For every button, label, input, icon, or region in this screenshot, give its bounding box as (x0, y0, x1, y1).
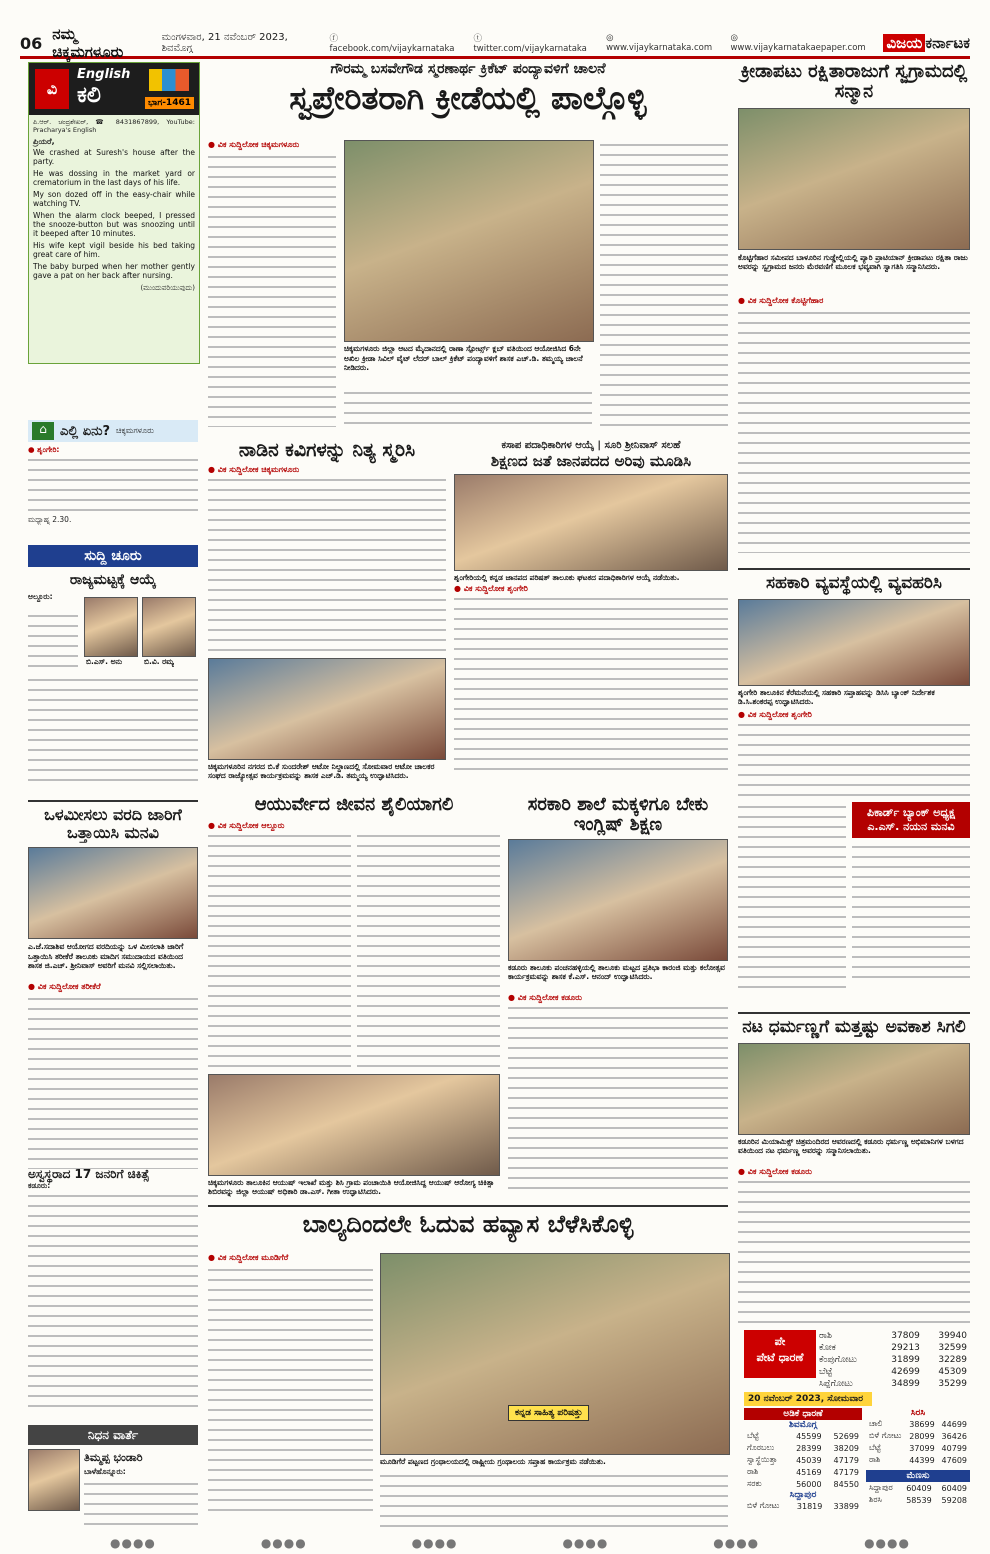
market-row (744, 1500, 862, 1512)
athlete-headline: ಕ್ರೀಡಾಪಟು ರಕ್ಷಿತಾರಾಜುಗೆ ಸ್ವಗ್ರಾಮದಲ್ಲಿ ಸನ್ಮಾನ (740, 61, 968, 102)
market-cell-max: 52699 (833, 1431, 859, 1441)
athlete-name-1: ಬಿ.ಎಸ್. ಅನು (86, 657, 123, 666)
reading-caption: ಮೂಡಿಗೆರೆ ಪಟ್ಟಣದ ಗ್ರಂಥಾಲಯದಲ್ಲಿ ರಾಷ್ಟ್ರೀಯ ಗ್ರಂಥಾಲಯ ಸಪ್ತಾಹ ಕಾರ್ಯಕ್ರಮ ನಡೆಯಿತು. (380, 1457, 606, 1466)
market-cell-name: ಸರಕು (747, 1479, 762, 1488)
market-cell-min: 34899 (891, 1379, 920, 1389)
market-cell-name: ಗೊರಬಲು (747, 1443, 775, 1452)
market-cell-name: ಬಿಳೆ ಗೋಟು (747, 1501, 780, 1510)
ayush-camp-photo (208, 1074, 500, 1176)
reading-byline: ● ವಿಕ ಸುದ್ದಿಲೋಕ ಮೂಡಿಗೆರೆ (208, 1253, 289, 1262)
cricket-photo (344, 140, 594, 342)
coop-story (738, 568, 970, 1008)
obituary-title: ನಿಧನ ವಾರ್ತೆ (28, 1425, 198, 1445)
main-caption: ಚಿಕ್ಕಮಗಳೂರು ಜಿಲ್ಲಾ ಆಟದ ಮೈದಾನದಲ್ಲಿ ರಾಣಾ ಸ್ಪೋರ್ಟ್ಸ್ ಕ್ಲಬ್ ವತಿಯಿಂದ ಆಯೋಜಿಸಿದ 6ನೇ ಅಖಿಲ ಕ್ರೀಡಾ ಸಿವಿಲ್ ವೈಟ್ ಲೆದರ್ ಬಾಲ್ ಕ್ರಿಕೆಟ್ ಪಂದ್ಯಾವಳಿಗೆ ಶಾಸಕ ಎಚ್.ಡಿ. ತಮ್ಮಯ್ಯ ಚಾಲನೆ ನೀಡಿದರು. (344, 344, 583, 372)
main-kicker: ಗೌರಮ್ಮ ಬಸವೇಗೌಡ ಸ್ಮರಣಾರ್ಥ ಕ್ರಿಕೆಟ್ ಪಂದ್ಯಾವಳಿಗೆ ಚಾಲನೆ (330, 61, 606, 77)
elli-enu-place: ಚಿಕ್ಕಮಗಳೂರು (116, 426, 154, 435)
market-cell-max: 32599 (938, 1343, 967, 1353)
market-cell-max: 44699 (941, 1419, 967, 1429)
pepper-table (866, 1482, 970, 1506)
market-cell-min: 31819 (796, 1501, 823, 1511)
coop-photo (738, 599, 970, 686)
main-byline: ● ವಿಕ ಸುದ್ದಿಲೋಕ ಚಿಕ್ಕಮಗಳೂರು (208, 140, 300, 149)
suddi-churu-place: ಆಲ್ದೂರು: (28, 592, 53, 602)
market-cell-max: 45309 (938, 1367, 967, 1377)
twitter-link[interactable]: ⓣ twitter.com/vijaykarnataka (473, 34, 587, 54)
kasapa-caption: ಶೃಂಗೇರಿಯಲ್ಲಿ ಕನ್ನಡ ಜಾನಪದ ಪರಿಷತ್ ತಾಲೂಕು ಘಟಕದ ಪದಾಧಿಕಾರಿಗಳ ಆಯ್ಕೆ ನಡೆಯಿತು. (454, 572, 680, 582)
suddi-churu-headline: ರಾಜ್ಯಮಟ್ಟಕ್ಕೆ ಆಯ್ಕೆ (69, 572, 157, 588)
market-cell-max: 39940 (938, 1331, 967, 1341)
coop-headline: ಸಹಕಾರಿ ವ್ಯವಸ್ಥೆಯಲ್ಲಿ ವ್ಯವಹರಿಸಿ (738, 568, 970, 593)
ayurveda-story (208, 795, 500, 1195)
actor-felicitation-photo (738, 1043, 970, 1135)
english-kali-greeting: ಪ್ರಿಯರೆ, (33, 137, 55, 146)
health-place: ಕಡೂರು: (28, 1181, 51, 1191)
market-cell-max: 32289 (938, 1355, 967, 1365)
market-row (866, 1430, 970, 1442)
market-cell-max: 38209 (833, 1443, 859, 1453)
market-row (866, 1454, 970, 1466)
market-cell-min: 44399 (909, 1455, 935, 1465)
procession-photo (738, 108, 970, 250)
market-row (744, 1454, 862, 1466)
market-cell-name: ರಾಶಿ (819, 1331, 832, 1341)
market-cell-name: ಸ್ವಾಸ್ಥೆಯಿತ್ತಾ (747, 1455, 778, 1464)
market-date: 20 ನವೆಂಬರ್ 2023, ಸೋಮವಾರ (744, 1392, 872, 1406)
adike-label: ಅಡಿಕೆ ಧಾರಣೆ (744, 1408, 862, 1420)
market-row (866, 1494, 970, 1506)
market-row (816, 1342, 970, 1354)
market-cell-name: ಕೋಕ (819, 1343, 836, 1353)
market-cell-name: ಶಿರಸಿ (869, 1495, 882, 1504)
kasapa-kicker: ಕಸಾಪ ಪದಾಧಿಕಾರಿಗಳ ಆಯ್ಕೆ | ಸೂರಿ ಶ್ರೀನಿವಾಸ್ ಸಲಹೆ (501, 440, 681, 451)
obituary-name: ತಿಮ್ಮಪ್ಪ ಭಂಡಾರಿ (84, 1451, 143, 1464)
elli-enu-header (28, 420, 198, 442)
school-caption: ಕಡೂರು ತಾಲೂಕು ಪಂಚನಹಳ್ಳಿಯಲ್ಲಿ ತಾಲೂಕು ಮಟ್ಟದ ಪ್ರತಿಭಾ ಕಾರಂಜಿ ಮತ್ತು ಕಲೋತ್ಸವ ಕಾರ್ಯಕ್ರಮವನ್ನು ಶಾಸಕ ಕೆ.ಎಸ್. ಆನಂದ್ ಉದ್ಘಾಟಿಸಿದರು. (508, 962, 725, 982)
poets-headline: ನಾಡಿನ ಕವಿಗಳನ್ನು ನಿತ್ಯ ಸ್ಮರಿಸಿ (238, 439, 416, 461)
page-number: 06 (20, 33, 43, 53)
facebook-link[interactable]: ⓕ facebook.com/vijaykarnataka (329, 34, 455, 54)
poets-byline: ● ವಿಕ ಸುದ್ದಿಲೋಕ ಚಿಕ್ಕಮಗಳೂರು (208, 464, 300, 474)
market-cell-min: 42699 (891, 1367, 920, 1377)
market-cell-name: ಕೆಂಪುಗೋಟು (819, 1355, 858, 1365)
market-row (744, 1466, 862, 1478)
market-row (866, 1482, 970, 1494)
school-story (508, 795, 728, 1195)
kali-example: He was dossing in the market yard or crematorium in the last days of his life. (33, 169, 195, 187)
actor-caption: ಕಡೂರಿನ ಮಿಯಾಮಿಕ್ಸ್ ಚಿತ್ರಮಂದಿರದ ಆವರಣದಲ್ಲಿ ಕಡೂರು ಧರ್ಮಣ್ಣ ಅಭಿಮಾನಿಗಳ ಬಳಗದ ವತಿಯಿಂದ ನಟ ಧರ್ಮಣ್ಣ ಅವರನ್ನು ಸನ್ಮಾನಿಸಲಾಯಿತು. (738, 1136, 964, 1156)
market-cell-min: 31899 (891, 1355, 920, 1365)
market-cell-name: ಚಾಲಿ (869, 1419, 883, 1428)
market-cell-name: ಬಿಳೆ ಗೋಟು (869, 1431, 902, 1440)
obituary-photo (28, 1449, 80, 1511)
kasapa-group-photo (454, 474, 728, 571)
reservation-photo (28, 847, 198, 939)
market-cell-min: 56000 (796, 1479, 822, 1489)
english-kali-banner (29, 63, 199, 115)
market-cell-min: 58539 (906, 1495, 932, 1505)
kali-example: His wife kept vigil beside his bed taking great care of him. (33, 241, 195, 259)
market-row (744, 1430, 862, 1442)
kali-example: My son dozed off in the easy-chair while watching TV. (33, 190, 195, 208)
masthead-logo: ವಿಜಯ ಕರ್ನಾಟಕ (883, 34, 970, 52)
poets-caption: ಚಿಕ್ಕಮಗಳೂರಿನ ನಗರದ ಬಿ.ಕೆ ಸುಂದರೇಶ್ ಆಟೋ ನಿಲ್ದಾಣದಲ್ಲಿ ಸೋಮವಾರ ಆಟೋ ಚಾಲಕರ ಸಂಘದ ರಾಜ್ಯೋತ್ಸವ ಕಾರ್ಯಕ್ರಮವನ್ನು ಶಾಸಕ ಎಚ್.ಡಿ. ತಮ್ಮಯ್ಯ ಉದ್ಘಾಟಿಸಿದರು. (208, 761, 435, 781)
siddapura-table (744, 1500, 862, 1512)
health-headline: ಅಸ್ವಸ್ಥರಾದ 17 ಜನರಿಗೆ ಚಿಕಿತ್ಸೆ (28, 1167, 150, 1181)
library-banner: ಕನ್ನಡ ಸಾಹಿತ್ಯ ಪರಿಷತ್ತು (508, 1405, 589, 1421)
market-cell-name: ರಾಶಿ (869, 1455, 881, 1464)
issue-number: ಭಾಗ-1461 (145, 97, 194, 109)
issue-date: ಮಂಗಳವಾರ, 21 ನವೆಂಬರ್ 2023, ಶಿವಮೊಗ್ಗ (161, 32, 288, 54)
kali-example: When the alarm clock beeped, I pressed the snooze-button but was snoozing until it beeped after 10 minutes. (33, 211, 195, 238)
pepper-label: ಮೆಣಸು (866, 1470, 970, 1482)
page-header (20, 25, 971, 61)
color-registration-marks: ●●●● ●●●● ●●●● ●●●● ●●●● ●●●● (110, 1536, 910, 1550)
elli-enu-box (28, 420, 198, 535)
actor-byline: ● ವಿಕ ಸುದ್ದಿಲೋಕ ಕಡೂರು (738, 1166, 812, 1176)
poets-story (208, 440, 446, 785)
coop-caption: ಶೃಂಗೇರಿ ತಾಲೂಕಿನ ಕೆರೆಮನೆಯಲ್ಲಿ ಸಹಕಾರಿ ಸಪ್ತಾಹವನ್ನು ಡಿಸಿಸಿ ಬ್ಯಾಂಕ್ ನಿರ್ದೇಶಕ ಡಿ.ಸಿ.ಶಂಕರಪ್ಪ ಉದ್ಘಾಟಿಸಿದರು. (738, 687, 935, 707)
market-cell-min: 37809 (891, 1331, 920, 1341)
market-cell-name: ಬೆಟ್ಟೆ (869, 1443, 881, 1452)
market-cell-min: 45599 (796, 1431, 822, 1441)
ayurveda-byline: ● ವಿಕ ಸುದ್ದಿಲೋಕ ಆಲ್ದೂರು (208, 820, 285, 830)
main-story (208, 62, 728, 432)
market-row (816, 1366, 970, 1378)
temple-icon: ⌂ (32, 422, 54, 440)
market-cell-max: 40799 (941, 1443, 967, 1453)
main-headline: ಸ್ವಪ್ರೇರಿತರಾಗಿ ಕ್ರೀಡೆಯಲ್ಲಿ ಪಾಲ್ಗೊಳ್ಳಿ (289, 79, 647, 118)
market-tag: ಪೇ ಪೇಟೆ ಧಾರಣೆ (744, 1330, 816, 1378)
shivamogga-label: ಶಿವಮೊಗ್ಗ (789, 1420, 817, 1430)
suddi-churu-title: ಸುದ್ದಿ ಚೂರು (28, 545, 198, 567)
market-cell-min: 38699 (909, 1419, 935, 1429)
athlete-photo-2 (142, 597, 196, 657)
kali-example: The baby burped when her mother gently gave a pat on her back after nursing. (33, 262, 195, 280)
market-cell-max: 47179 (833, 1467, 859, 1477)
abc-blocks-icon (149, 69, 189, 91)
english-kali-contact: ಪಿ.ಆರ್. ಚಂದ್ರಶೇಖರ್, ☎ 8431867899, YouTube: Pracharya's English (33, 118, 195, 134)
market-cell-min: 28099 (909, 1431, 935, 1441)
actor-headline: ನಟ ಧರ್ಮಣ್ಣಗೆ ಮತ್ತಷ್ಟು ಅವಕಾಶ ಸಿಗಲಿ (738, 1012, 970, 1037)
kasapa-headline: ಶಿಕ್ಷಣದ ಜತೆ ಜಾನಪದದ ಅರಿವು ಮೂಡಿಸಿ (490, 452, 692, 470)
english-kali-title: ಕಲಿ (77, 83, 101, 108)
market-cell-name: ಬೆಟ್ಟೆ (819, 1367, 833, 1377)
elli-enu-time: ಮಧ್ಯಾಹ್ನ 2.30. (28, 515, 72, 524)
obituary-place: ಬಾಳೆಹೊನ್ನೂರು: (84, 1467, 126, 1476)
market-cell-name: ಸಿಪ್ಪೆಗೋಟು (819, 1379, 853, 1389)
auto-stand-photo (208, 658, 446, 760)
english-kali-examples (29, 148, 199, 280)
ayurveda-headline: ಆಯುರ್ವೇದ ಜೀವನ ಶೈಲಿಯಾಗಲಿ (254, 794, 454, 815)
school-event-photo (508, 839, 728, 961)
market-cell-name: ಸಿದ್ದಾಪುರ (869, 1483, 893, 1492)
siddapura-label: ಸಿದ್ದಾಪುರ (789, 1490, 817, 1500)
market-box (744, 1330, 970, 1535)
market-cell-max: 36426 (941, 1431, 967, 1441)
market-cell-min: 60409 (906, 1483, 932, 1493)
reservation-headline: ಒಳಮೀಸಲು ವರದಿ ಜಾರಿಗೆ ಒತ್ತಾಯಿಸಿ ಮನವಿ (28, 800, 198, 841)
market-cell-min: 37099 (909, 1443, 935, 1453)
market-cell-max: 47179 (833, 1455, 859, 1465)
elli-enu-title: ಎಲ್ಲಿ ಏನು? (60, 423, 110, 439)
elli-enu-subhead: ● ಶೃಂಗೇರಿ: (28, 445, 60, 454)
market-cell-max: 33899 (833, 1501, 859, 1511)
reservation-story (28, 800, 198, 1160)
athlete-photo-1 (84, 597, 138, 657)
market-row (744, 1442, 862, 1454)
reservation-caption: ಎ.ಜೆ.ಸದಾಶಿವ ಆಯೋಗದ ವರದಿಯನ್ನು ಒಳ ಮೀಸಲಾತಿ ಜಾರಿಗೆ ಒತ್ತಾಯಿಸಿ ತರೀಕೆರೆ ತಾಲೂಕು ಮಾದಿಗ ಸಮುದಾಯದ ವತಿಯಿಂದ ಶಾಸಕ ಜಿ.ಎಚ್. ಶ್ರೀನಿವಾಸ್ ಅವರಿಗೆ ಮನವಿ ಸಲ್ಲಿಸಲಾಯಿತು. (28, 942, 184, 971)
reading-headline: ಬಾಲ್ಯದಿಂದಲೇ ಓದುವ ಹವ್ಯಾಸ ಬೆಳೆಸಿಕೊಳ್ಳಿ (208, 1205, 728, 1237)
kali-example: We crashed at Suresh's house after the party. (33, 148, 195, 166)
market-row (866, 1418, 970, 1430)
market-cell-min: 45039 (796, 1455, 822, 1465)
suddi-churu-box (28, 545, 198, 790)
shivamogga-table (744, 1430, 862, 1490)
athlete-name-2: ಬಿ.ವಿ. ರಮ್ಯ (144, 657, 175, 666)
market-cell-max: 35299 (938, 1379, 967, 1389)
sirsi-label: ಸಿರಸಿ (910, 1408, 926, 1418)
kasapa-story (454, 440, 728, 785)
english-kali-signoff: (ಮುಂದುವರಿಯುವುದು) (140, 284, 195, 292)
market-cell-max: 47609 (941, 1455, 967, 1465)
school-headline: ಸರಕಾರಿ ಶಾಲೆ ಮಕ್ಕಳಿಗೂ ಬೇಕು ಇಂಗ್ಲಿಷ್ ಶಿಕ್ಷಣ (527, 794, 709, 835)
reading-story (208, 1205, 728, 1535)
market-cell-min: 29213 (891, 1343, 920, 1353)
market-row (816, 1354, 970, 1366)
market-cell-max: 84550 (833, 1479, 859, 1489)
actor-story (738, 1012, 970, 1322)
athlete-caption: ಕೊಟ್ಟಿಗೆಹಾರ ಸಮೀಪದ ಬಾಳೂರಿನ ಗುಡ್ಡೇಲ್ಲಿಯಲ್ಲಿ ಪ್ಯಾರಿ ಪ್ರಾಟಿಯಾನ್‌ ಕ್ರೀಡಾಪಟು ರಕ್ಷಿತಾ ರಾಜು ಅವರನ್ನು ಸ್ವಗ್ರಾಮದ ಜನರು ಮೆರವಣಿಗೆ ಮೂಲಕ ಭವ್ಯವಾಗಿ ಸ್ವಾಗತಿಸಿ ಸನ್ಮಾನಿಸಿದರು. (738, 252, 968, 272)
ayurveda-caption: ಚಿಕ್ಕಮಗಳೂರು ತಾಲೂಕಿನ ಆಯುಷ್ ಇಲಾಖೆ ಮತ್ತು ಶಿಸಿ ಗ್ರಾಮ ಪಂಚಾಯಿತಿ ಆಯೋಜಿಸಿದ್ದ ಆಯುಷ್ ಆರೋಗ್ಯ ಚಿಕಿತ್ಸಾ ಶಿಬಿರವನ್ನು ಜಿಲ್ಲಾ ಆಯುಷ್ ಅಧಿಕಾರಿ ಡಾ.ಎಸ್. ಗೀತಾ ಉದ್ಘಾಟಿಸಿದರು. (208, 1177, 495, 1197)
section-title: ನಮ್ಮ ಚಿಕ್ಕಮಗಳೂರು (52, 25, 124, 61)
school-byline: ● ವಿಕ ಸುದ್ದಿಲೋಕ ಕಡೂರು (508, 992, 582, 1002)
market-top-table (816, 1330, 970, 1390)
market-row (816, 1378, 970, 1390)
health-story (28, 1168, 198, 1418)
market-row (866, 1442, 970, 1454)
market-row (744, 1478, 862, 1490)
library-week-photo (380, 1253, 730, 1455)
sirsi-table (866, 1418, 970, 1466)
english-kali-brand: English (77, 67, 131, 82)
kasapa-byline: ● ವಿಕ ಸುದ್ದಿಲೋಕ ಶೃಂಗೇರಿ (454, 584, 528, 593)
coop-pull-quote: ಪಿಕಾರ್ಡ್ ಬ್ಯಾಂಕ್ ಅಧ್ಯಕ್ಷ ಎ.ಎಸ್. ನಯನ ಮನವಿ (852, 802, 970, 838)
market-cell-max: 59208 (941, 1495, 967, 1505)
vk-logo-icon: ವಿ (35, 69, 69, 109)
market-row (816, 1330, 970, 1342)
athlete-byline: ● ವಿಕ ಸುದ್ದಿಲೋಕ ಕೊಟ್ಟಿಗೆಹಾರ (738, 295, 824, 305)
english-kali-box (28, 62, 200, 364)
epaper-link[interactable]: ◎ www.vijaykarnatakaepaper.com (730, 33, 866, 53)
reservation-byline: ● ವಿಕ ಸುದ್ದಿಲೋಕ ತರೀಕೆರೆ (28, 982, 101, 992)
market-cell-max: 60409 (941, 1483, 967, 1493)
obituary-box (28, 1425, 198, 1535)
market-cell-name: ಬೆಟ್ಟೆ (747, 1431, 759, 1440)
website-link[interactable]: ◎ www.vijaykarnataka.com (606, 33, 713, 53)
market-cell-min: 45169 (796, 1467, 822, 1477)
coop-byline: ● ವಿಕ ಸುದ್ದಿಲೋಕ ಶೃಂಗೇರಿ (738, 709, 812, 719)
athlete-story (738, 62, 970, 562)
market-cell-name: ರಾಶಿ (747, 1467, 759, 1476)
market-cell-min: 28399 (796, 1443, 822, 1453)
